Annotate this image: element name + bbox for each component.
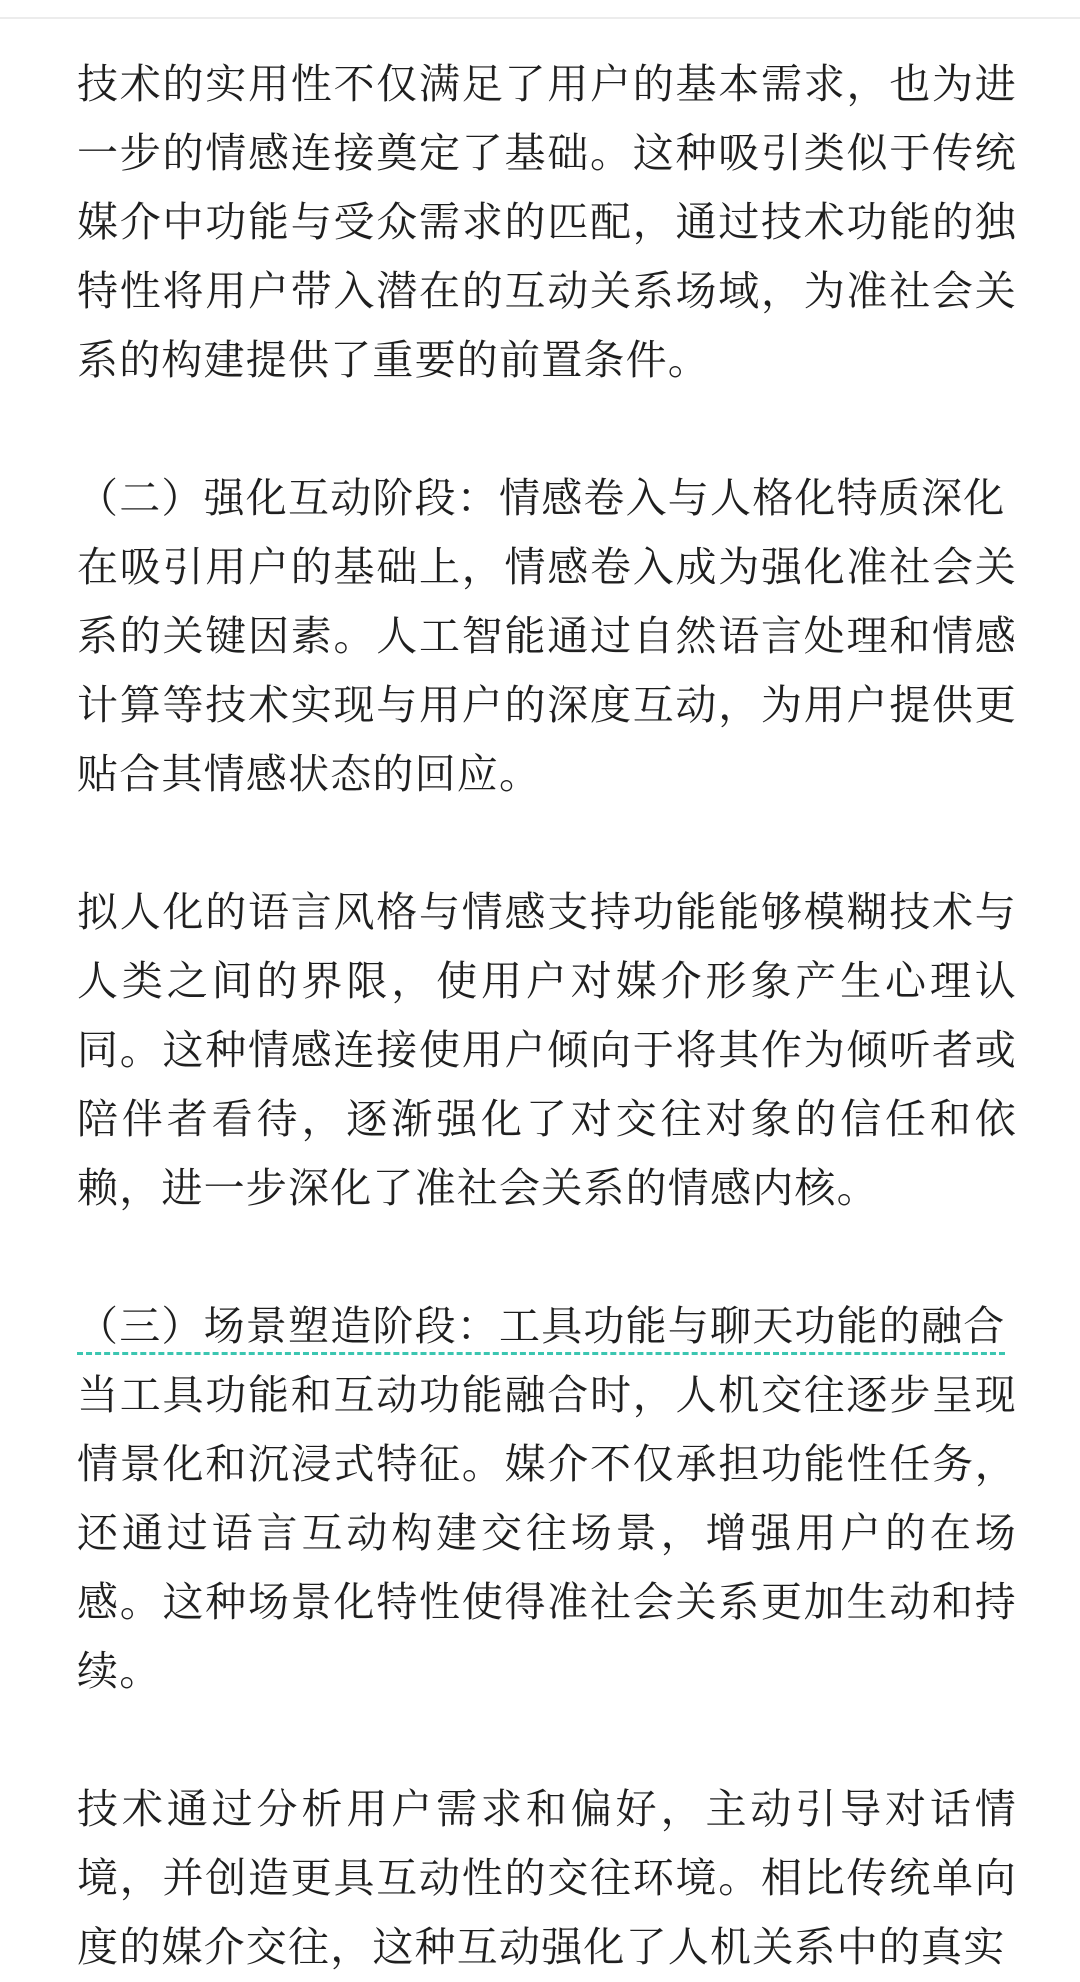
paragraph-gap: [77, 1706, 1017, 1775]
paragraph-3: 拟人化的语言风格与情感支持功能能够模糊技术与人类之间的界限，使用户对媒介形象产生心理认同。这种情感连接使用户倾向于将其作为倾听者或陪伴者看待，逐渐强化了对交往对象的信任和依赖，进一步深化了准社会关系的情感内核。: [77, 888, 1017, 1212]
paragraph-4: 当工具功能和互动功能融合时，人机交往逐步呈现情景化和沉浸式特征。媒介不仅承担功能性任务，还通过语言互动构建交往场景，增强用户的在场感。这种场景化特性使得准社会关系更加生动和持续。: [77, 1371, 1017, 1695]
section-heading-3[interactable]: [77, 1292, 1017, 1361]
paragraph-gap: [77, 1223, 1017, 1292]
paragraph-2: 在吸引用户的基础上，情感卷入成为强化准社会关系的关键因素。人工智能通过自然语言处理和情感计算等技术实现与用户的深度互动，为用户提供更贴合其情感状态的回应。: [77, 543, 1017, 798]
paragraph-gap: [77, 809, 1017, 878]
article-body: [77, 50, 1017, 1982]
paragraph-5: 技术通过分析用户需求和偏好，主动引导对话情境，并创造更具互动性的交往环境。相比传统单向度的媒介交往，这种互动强化了人机关系中的真实: [77, 1785, 1017, 1971]
section-heading-3-link[interactable]: （三）场景塑造阶段：工具功能与聊天功能的融合: [77, 1302, 1006, 1350]
top-divider: [0, 17, 1080, 19]
section-heading-2: （二）强化互动阶段：情感卷入与人格化特质深化: [77, 474, 1006, 522]
paragraph-1: 技术的实用性不仅满足了用户的基本需求，也为进一步的情感连接奠定了基础。这种吸引类似于传统媒介中功能与受众需求的匹配，通过技术功能的独特性将用户带入潜在的互动关系场域，为准社会关系的构建提供了重要的前置条件。: [77, 60, 1017, 384]
paragraph-gap: [77, 395, 1017, 464]
